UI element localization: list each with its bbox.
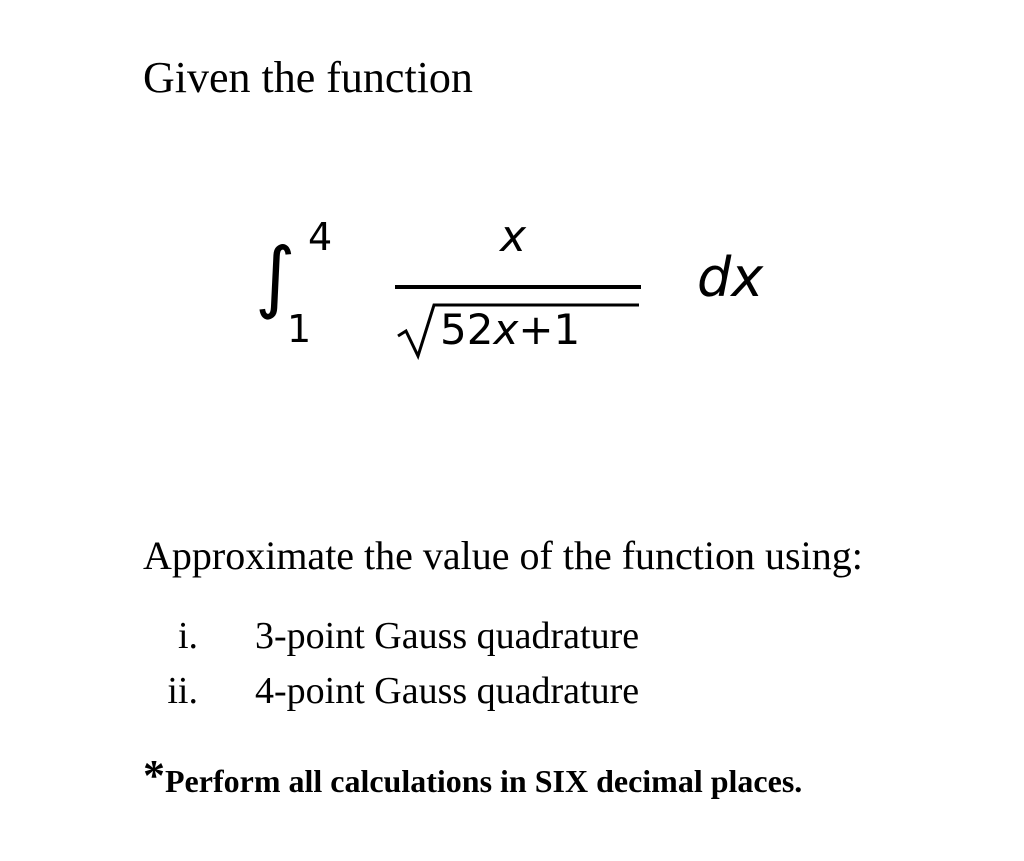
intro-text: Given the function <box>143 53 473 102</box>
list-item-text: 4-point Gauss quadrature <box>255 670 640 712</box>
square-root <box>394 300 639 360</box>
method-list <box>0 612 1024 722</box>
fraction-bar <box>395 285 641 289</box>
integral-sign: ∫ <box>255 232 296 322</box>
upper-limit: 4 <box>308 215 333 259</box>
instruction-text: Approximate the value of the function using: <box>143 533 863 578</box>
radicand <box>440 306 580 354</box>
radicand-constant: +1 <box>518 305 581 354</box>
radicand-variable: x <box>493 305 519 354</box>
integral-formula <box>0 0 1024 420</box>
note <box>143 748 802 809</box>
list-item-text: 3-point Gauss quadrature <box>255 615 640 657</box>
list-item-number: ii. <box>167 670 198 712</box>
lower-limit: 1 <box>287 307 312 351</box>
differential: dx <box>697 246 764 309</box>
radicand-coefficient: 52 <box>440 305 494 354</box>
list-item-number: i. <box>177 615 198 657</box>
list-item <box>0 667 1024 722</box>
note-text: Perform all calculations in SIX decimal places. <box>165 763 803 799</box>
numerator: x <box>500 211 527 262</box>
list-item <box>0 612 1024 667</box>
note-asterisk: * <box>143 751 165 800</box>
